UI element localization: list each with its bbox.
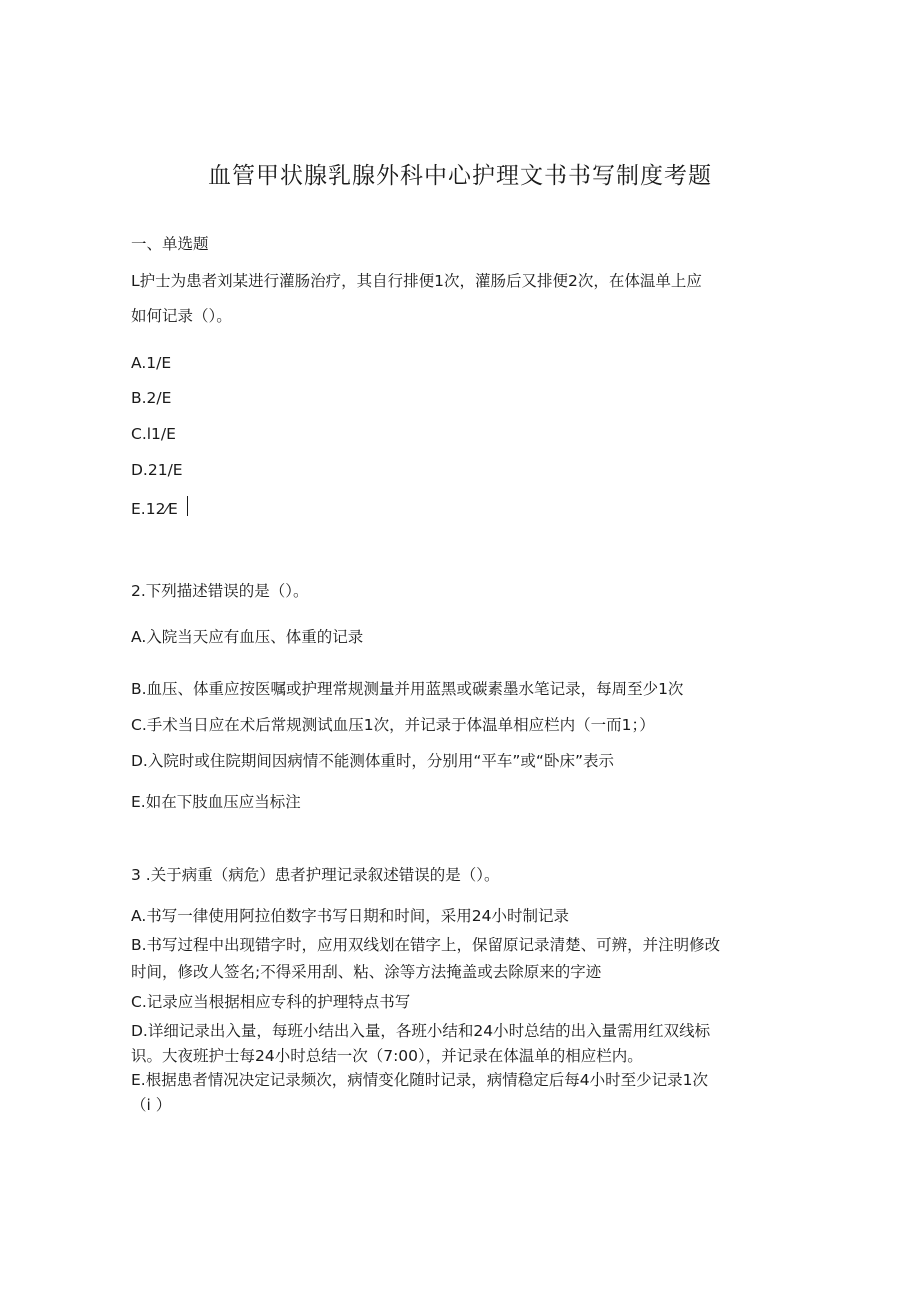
question-3-option-a: A.书写一律使用阿拉伯数字书写日期和时间，采用24小时制记录: [131, 907, 569, 925]
question-2-option-b: B.血压、体重应按医嘱或护理常规测量并用蓝黑或碳素墨水笔记录，每周至少1次: [131, 680, 684, 698]
question-3-option-c: C.记录应当根据相应专科的护理特点书写: [131, 993, 411, 1011]
question-2-stem: 2.下列描述错误的是（）。: [131, 582, 309, 600]
question-1-option-a: A.1/E: [131, 354, 172, 372]
question-3-option-e-line-1: E.根据患者情况决定记录频次，病情变化随时记录，病情稳定后每4小时至少记录1次: [131, 1071, 708, 1089]
question-3-option-e-line-2: （i ）: [131, 1096, 172, 1114]
question-2-option-a: A.入院当天应有血压、体重的记录: [131, 628, 364, 646]
question-1-option-d: D.21/E: [131, 461, 183, 479]
question-1-option-b: B.2/E: [131, 389, 172, 407]
question-2-option-d: D.入院时或住院期间因病情不能测体重时，分别用“平车”或“卧床”表示: [131, 752, 614, 770]
question-3-option-b-line-1: B.书写过程中出现错字时，应用双线划在错字上，保留原记录清楚、可辨，并注明修改: [131, 936, 721, 954]
question-3-option-d-line-2: 识。大夜班护士每24小时总结一次（7:00），并记录在体温单的相应栏内。: [131, 1047, 643, 1065]
question-1-stem-line-1: L护士为患者刘某进行灌肠治疗，其自行排便1次，灌肠后又排便2次，在体温单上应: [131, 272, 702, 290]
section-heading: 一、单选题: [131, 235, 209, 253]
question-1-stem-line-2: 如何记录（）。: [131, 307, 232, 325]
question-3-option-d-line-1: D.详细记录出入量，每班小结出入量，各班小结和24小时总结的出入量需用红双线标: [131, 1022, 711, 1040]
question-2-option-e: E.如在下肢血压应当标注: [131, 793, 301, 811]
question-1-option-c: C.l1/E: [131, 425, 176, 443]
question-1-option-e: E.12⁄E: [131, 500, 178, 518]
text-cursor-mark: [187, 496, 188, 516]
question-2-option-c: C.手术当日应在术后常规测试血压1次，并记录于体温单相应栏内（一而1；）: [131, 716, 655, 734]
question-3-stem: 3 .关于病重（病危）患者护理记录叙述错误的是（）。: [131, 866, 500, 884]
question-3-option-b-line-2: 时间，修改人签名;不得采用刮、粘、涂等方法掩盖或去除原来的字迹: [131, 963, 602, 981]
document-title: 血管甲状腺乳腺外科中心护理文书书写制度考题: [208, 163, 712, 189]
